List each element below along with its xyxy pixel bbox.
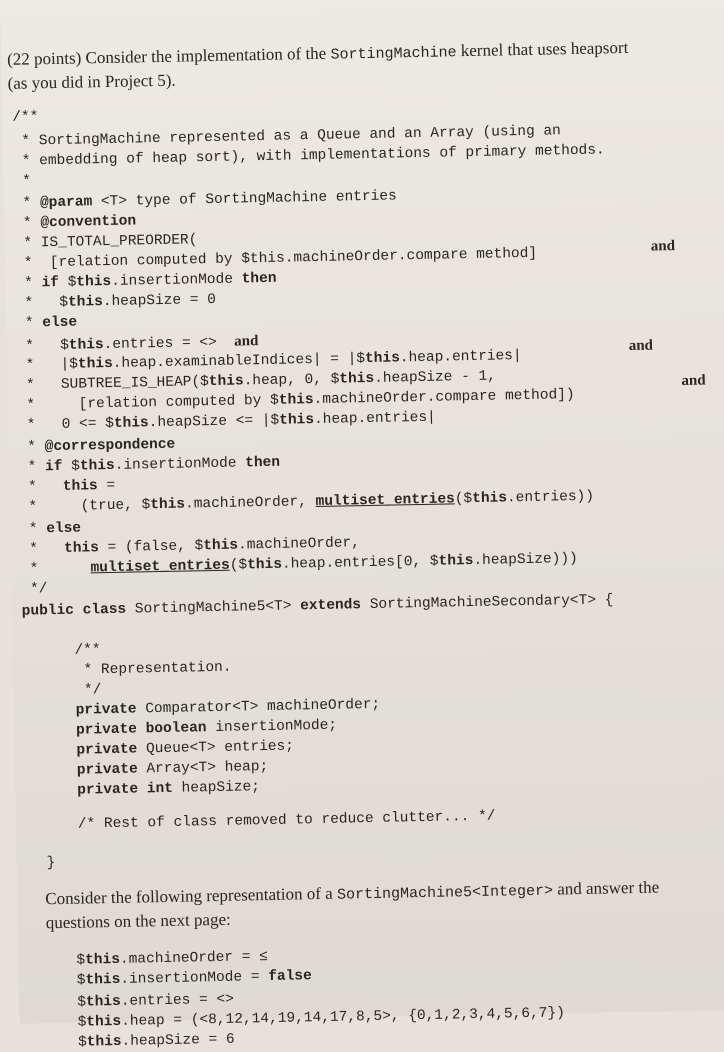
question-line-1: Consider the following representation of a SortingMachine5<Integer> and answer the <box>45 877 660 909</box>
state-heap: $this.heap = (<8,12,14,19,14,17,8,5>, {0,1,2,3,4,5,6,7}) <box>77 1005 566 1031</box>
and-3: and <box>681 372 706 389</box>
convention-relation: * [relation computed by $this.machineOrder.compare method]) <box>17 387 575 414</box>
and-1: and <box>650 238 676 255</box>
convention-if: * if $this.insertionMode then <box>15 270 277 292</box>
convention-else: * else <box>16 314 78 332</box>
javadoc-line-3: * <box>13 173 32 190</box>
javadoc-open: /** <box>12 109 39 126</box>
and-2: and <box>628 337 654 354</box>
class-declaration: public class SortingMachine5<T> extends SortingMachineSecondary<T> { <box>21 592 614 620</box>
state-entries: $this.entries = <> <box>77 991 235 1011</box>
state-machine-order: $this.machineOrder = ≤ <box>76 949 269 969</box>
javadoc-line-1: * SortingMachine represented as a Queue and an Array (using an <box>12 123 561 150</box>
corr-false-multiset: * multiset_entries($this.heap.entries[0, $this.heapSize))) <box>20 551 578 578</box>
field-entries: private Queue<T> entries; <box>76 738 295 759</box>
corr-if: * if $this.insertionMode then <box>18 454 281 476</box>
correspondence-line: * @correspondence <box>18 436 176 456</box>
convention-range: * 0 <= $this.heapSize <= |$this.heap.entries| <box>18 409 436 434</box>
rest-comment: /* Rest of class removed to reduce clutter... */ <box>77 808 496 833</box>
field-machine-order: private Comparator<T> machineOrder; <box>75 696 381 719</box>
state-heap-size: $this.heapSize = 6 <box>77 1031 235 1051</box>
javadoc-close: */ <box>21 581 48 598</box>
corr-this-eq: * this = <box>19 477 116 496</box>
intro-line-1: (22 points) Consider the implementation of the SortingMachine kernel that uses heapsort <box>6 37 629 69</box>
field-heap: private Array<T> heap; <box>76 758 269 779</box>
field-heap-size: private int heapSize; <box>77 779 261 799</box>
corr-true-tuple: * (true, $this.machineOrder, multiset_entries($this.entries)) <box>19 488 595 516</box>
convention-examinable: * |$this.heap.examinableIndices| = |$this.heap.entries| <box>16 348 522 374</box>
convention-subtree: * SUBTREE_IS_HEAP($this.heap, 0, $this.heapSize - 1, <box>17 368 497 394</box>
intro-line-2: (as you did in Project 5). <box>7 70 176 93</box>
rep-close: */ <box>75 682 102 699</box>
state-insertion-mode: $this.insertionMode = false <box>76 968 312 989</box>
convention-2: * [relation computed by $this.machineOrder.compare method] <box>14 245 538 272</box>
convention-1: * IS_TOTAL_PREORDER( <box>14 232 198 252</box>
corr-false-tuple: * this = (false, $this.machineOrder, <box>20 535 361 558</box>
convention-line: * @convention <box>14 213 137 232</box>
rep-open: /** <box>74 642 101 659</box>
javadoc-line-2: * embedding of heap sort), with implementations of primary methods. <box>12 142 605 170</box>
closing-brace: } <box>46 855 56 872</box>
param-line: * @param <T> type of SortingMachine entries <box>13 188 397 212</box>
corr-else: * else <box>20 520 82 538</box>
question-line-2: questions on the next page: <box>45 909 231 933</box>
convention-heapsize-zero: * $this.heapSize = 0 <box>15 291 217 312</box>
rep-text: * Representation. <box>74 659 232 679</box>
convention-entries: * $this.entries = <> and <box>16 333 259 355</box>
field-insertion-mode: private boolean insertionMode; <box>75 717 338 739</box>
